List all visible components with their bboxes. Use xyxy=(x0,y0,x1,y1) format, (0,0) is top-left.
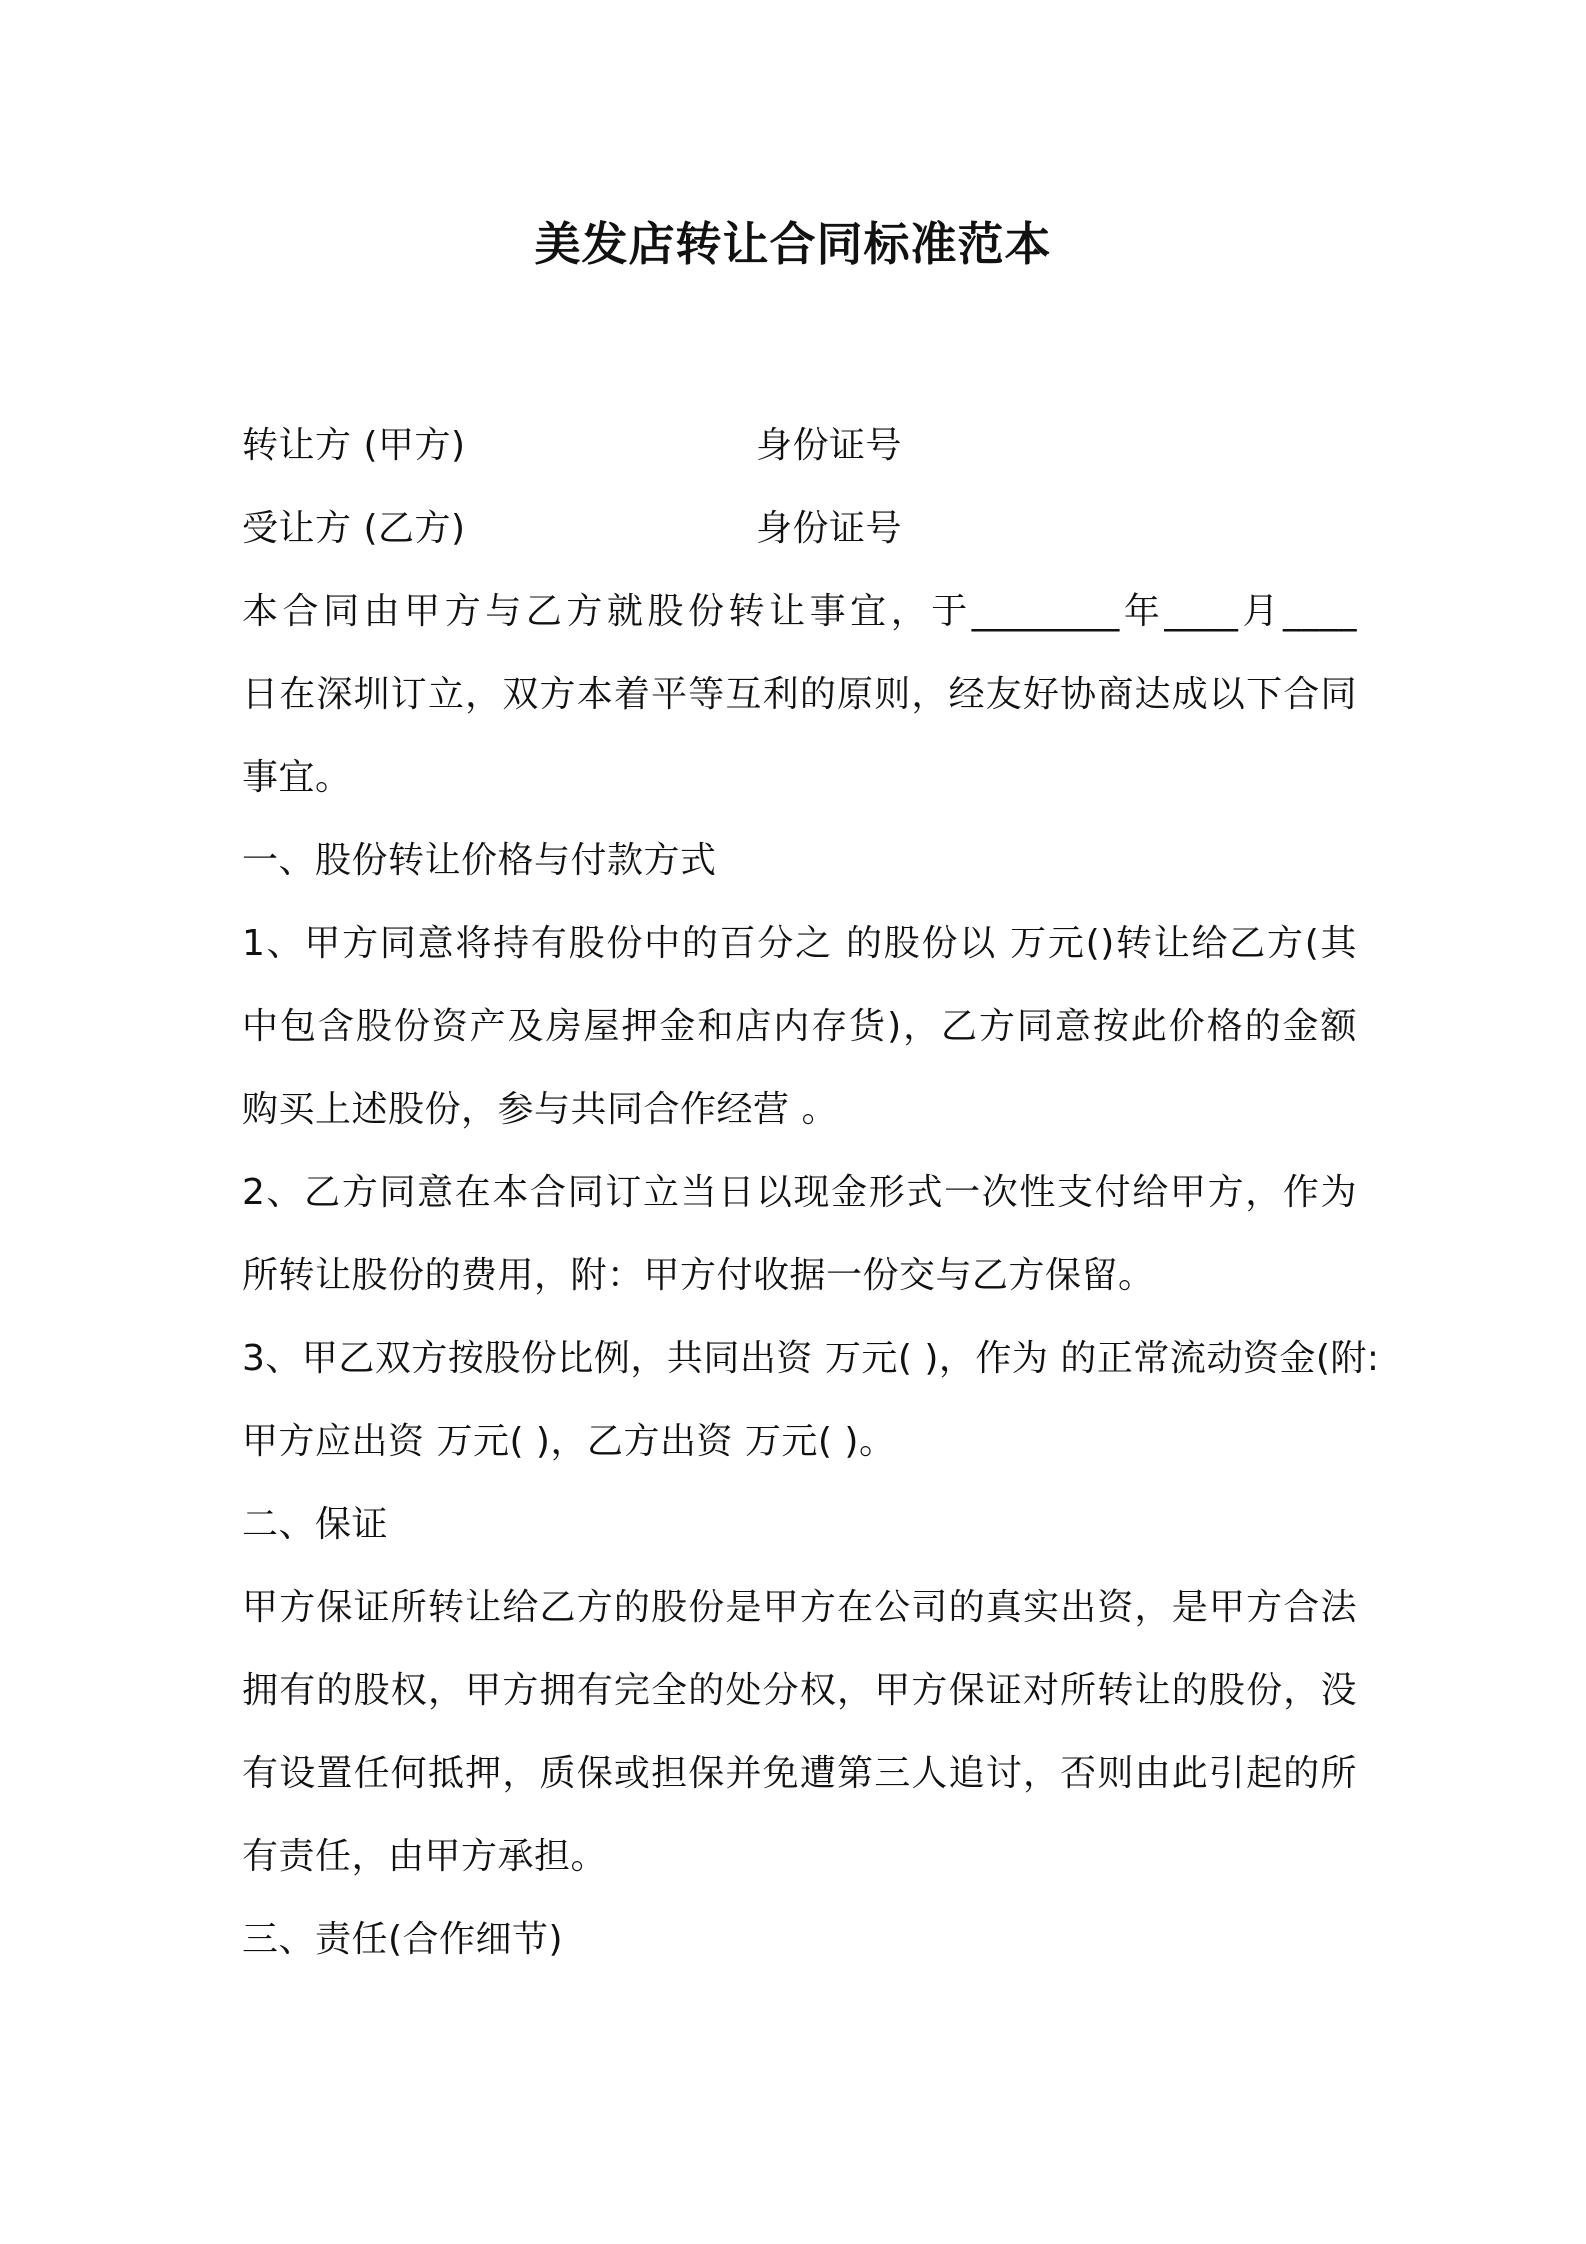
clause-1-line-2: 中包含股份资产及房屋押金和店内存货)，乙方同意按此价格的金额 xyxy=(242,1006,1357,1047)
clause-1-line-1: 1、甲方同意将持有股份中的百分之 的股份以 万元()转让给乙方(其 xyxy=(242,923,1357,964)
document-body xyxy=(242,404,1380,1981)
contract-intro-line-1: 本合同由甲方与乙方就股份转让事宜，于________年____月____ xyxy=(242,591,1357,632)
party-a-label: 转让方 (甲方) xyxy=(242,425,466,466)
clause-2-line-2: 所转让股份的费用，附：甲方付收据一份交与乙方保留。 xyxy=(242,1255,1155,1296)
party-a-id-label: 身份证号 xyxy=(756,425,903,466)
guarantee-line-3: 有设置任何抵押，质保或担保并免遭第三人追讨，否则由此引起的所 xyxy=(242,1753,1357,1794)
guarantee-line-2: 拥有的股权，甲方拥有完全的处分权，甲方保证对所转让的股份，没 xyxy=(242,1670,1357,1711)
clause-3-line-1: 3、甲乙双方按股份比例，共同出资 万元( )，作为 的正常流动资金(附: xyxy=(242,1338,1380,1379)
contract-intro-line-3: 事宜。 xyxy=(242,757,352,798)
clause-1-line-3: 购买上述股份，参与共同合作经营 。 xyxy=(242,1089,838,1130)
section-heading-price-payment: 一、股份转让价格与付款方式 xyxy=(242,840,717,881)
section-heading-guarantee: 二、保证 xyxy=(242,1504,389,1545)
guarantee-line-1: 甲方保证所转让给乙方的股份是甲方在公司的真实出资，是甲方合法 xyxy=(242,1587,1357,1628)
guarantee-line-4: 有责任，由甲方承担。 xyxy=(242,1836,608,1877)
party-a-row xyxy=(242,404,1357,487)
contract-intro-line-2: 日在深圳订立，双方本着平等互利的原则，经友好协商达成以下合同 xyxy=(242,674,1357,715)
party-b-id-label: 身份证号 xyxy=(756,508,903,549)
clause-2-line-1: 2、乙方同意在本合同订立当日以现金形式一次性支付给甲方，作为 xyxy=(242,1172,1357,1213)
document-title: 美发店转让合同标准范本 xyxy=(534,217,1052,271)
section-heading-responsibility: 三、责任(合作细节) xyxy=(242,1919,564,1960)
party-b-row xyxy=(242,487,1357,570)
party-b-label: 受让方 (乙方) xyxy=(242,508,466,549)
clause-3-line-2: 甲方应出资 万元( )，乙方出资 万元( )。 xyxy=(242,1421,896,1462)
